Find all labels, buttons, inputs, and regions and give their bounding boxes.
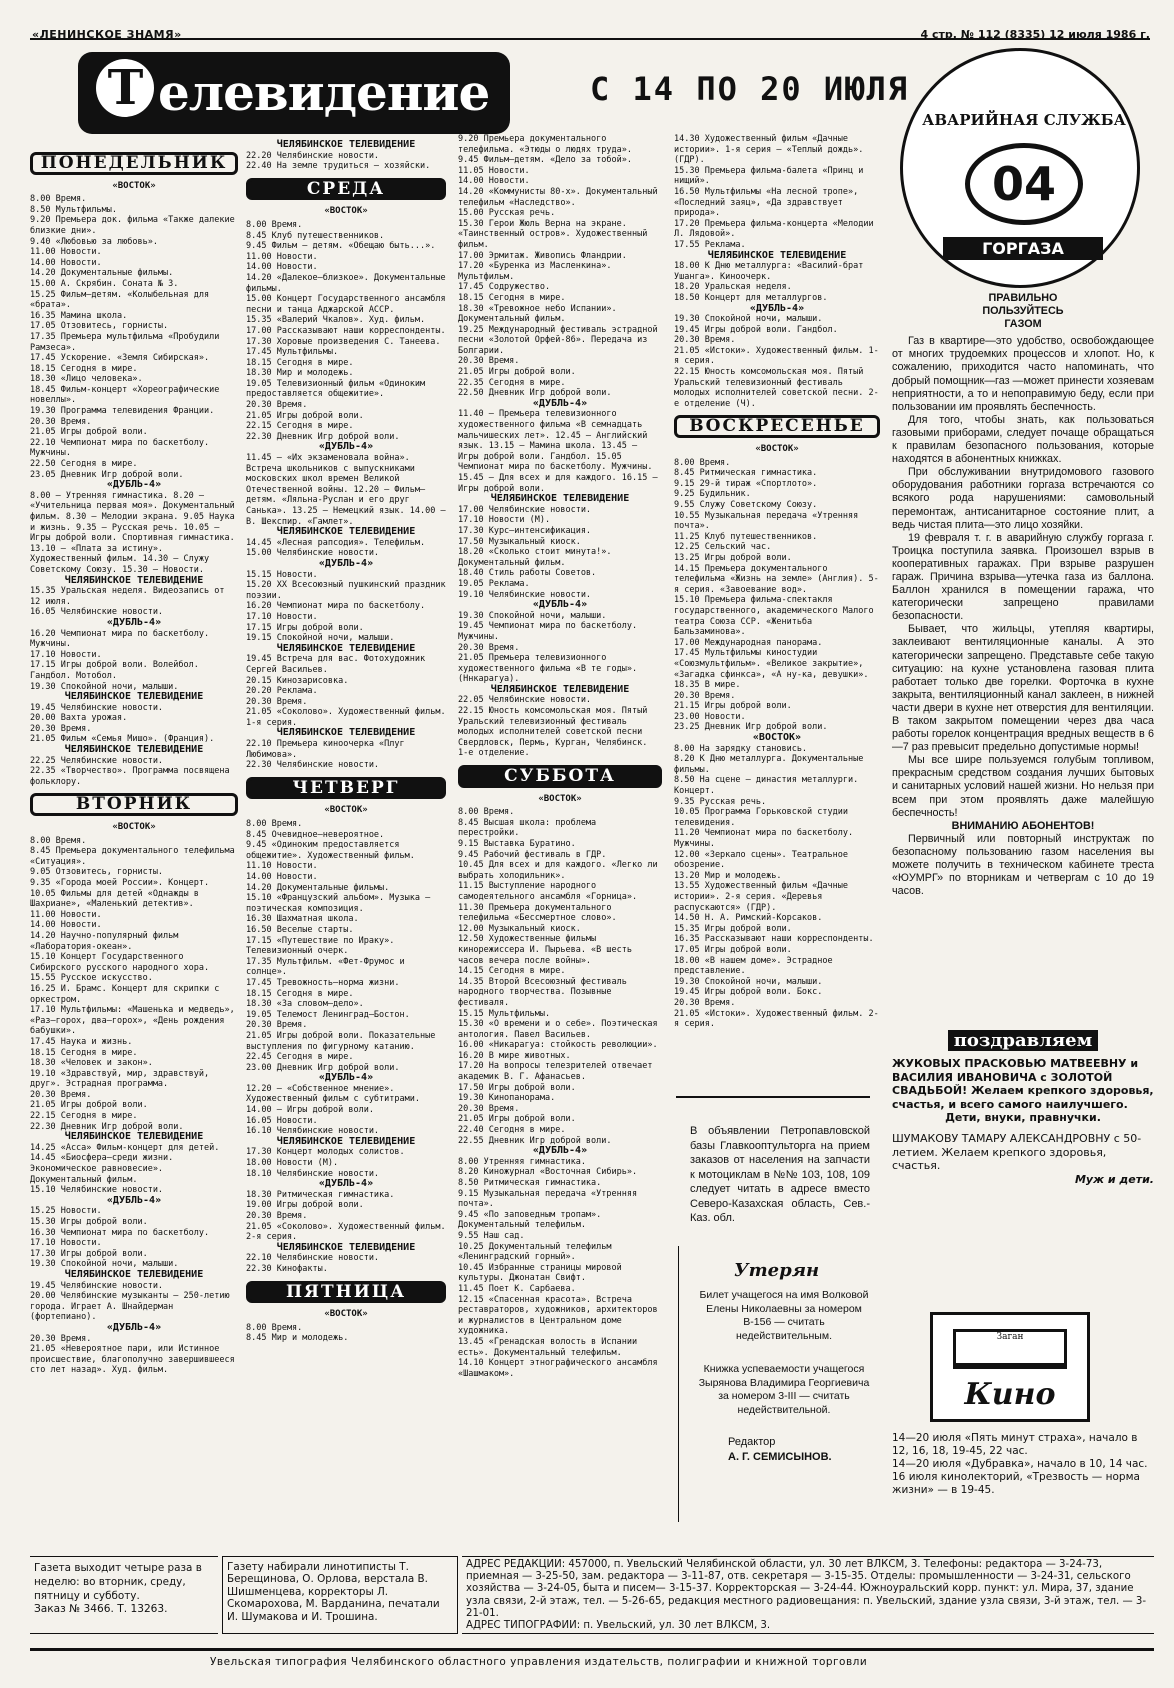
schedule-block: 8.00 Время. 8.45 Мир и молодежь. bbox=[246, 1322, 349, 1344]
schedule-block: 18.00 К Дню металлурга: «Василий-брат Ушанга». Киноочерк. 18.20 Уральская неделя. 18.50 Концерт для металлургов. bbox=[674, 261, 864, 303]
congratulations bbox=[892, 1030, 1154, 1186]
schedule-block: 8.00 Утренняя гимнастика. 8.20 Киножурнал «Восточная Сибирь». 8.50 Ритмическая гимнастика. 9.15 Музыкальная передача «Утренняя почта». 9.45 «По заповедным тропам». Документальный телефильм. 9.55 Наш сад. 10.25 Документальный телефильм «Ленинградский горный». 10.45 Избранные страницы мировой культуры. Джонатан Свифт. 11.45 Поет К. Сарбаева. 12.15 «Спасенная красота». Встреча реставраторов, художников, архитекторов и журналистов в Центральном доме художника. 13.45 «Гренадская волость в Испании есть». Документальный телефильм. 14.10 Концерт этнографического ансамбля «Шашмаком». bbox=[458, 1156, 658, 1379]
schedule-block: 19.45 Челябинские новости. 20.00 Челябинские музыканты — 250-летию города. Играет А. Шнайдерман (фортепиано). bbox=[30, 1280, 230, 1323]
header-rule bbox=[30, 38, 1150, 40]
order-number: Заказ № 3466. Т. 13263. bbox=[34, 1603, 168, 1615]
printing-address: АДРЕС ТИПОГРАФИИ: п. Увельский, ул. 30 лет ВЛКСМ, 3. bbox=[466, 1620, 771, 1632]
schedule-block: 11.40 — Премьера телевизионного художественного фильма «В семнадцать мальчишеских лет». 12.45 — Английский язык. 13.15 — Мамина школа. 13.45 — Игры доброй воли. Гандбол. 15.05 Чемпионат мира по баскетболу. Мужчины. 15.45 — Для всех и для каждого. 16.15 — Игры доброй воли. bbox=[458, 409, 663, 494]
channel-heading: «ДУБЛЬ-4» bbox=[318, 1178, 374, 1190]
cinema-item: 16 июля кинолекторий, «Трезвость — норма жизни» — в 19-45. bbox=[892, 1471, 1140, 1496]
editorial-address: АДРЕС РЕДАКЦИИ: 457000, п. Увельский Челябинской области, ул. 30 лет ВЛКСМ, 3. Телефоны: редактора — 3-24-73, приемная — 3-25-50, зам. редактора — 3-11-87, отв. секретаря — 3-15-35. Отделы: промышленности — 3-24-31, сельского хозяйства — 3-24-05, быта и писем— 3-15-37. Корректорская — 3-24-44. Южноуральский корр. пункт: ул. Мира, 37, здание узла связи, 2-й этаж, тел. — 5-26-65, редакция местного радиовещания: п. Увельский, здание узла связи, 3-й этаж, тел. — 3-21-01. bbox=[466, 1559, 1147, 1619]
schedule-block: 19.30 Спокойной ночи, малыши. 19.45 Игры доброй воли. Гандбол. 20.30 Время. 21.05 «Истоки». Художественный фильм. 1-я серия. 22.15 Юность комсомольская моя. Пятый Уральский телевизионный фестиваль молодых исполнителей советской песни. 2-е отделение (Ч). bbox=[674, 314, 879, 409]
cinema-ad bbox=[930, 1312, 1090, 1422]
schedule-block: 9.20 Премьера документального телефильма. «Этюды о людях труда». 9.45 Фильм—детям. «Дело за тобой». 11.05 Новости. 14.00 Новости. 14.20 «Коммунисты 80-х». Документальный телефильм «Наследство». 15.00 Русская речь. 15.30 Герои Жюль Верна на экране. «Таинственный остров». Художественный фильм. 17.00 Эрмитаж. Живопись Фландрии. 17.20 «Буренка из Масленкина». Мультфильм. 17.45 Содружество. 18.15 Сегодня в мире. 18.30 «Тревожное небо Испании». Документальный фильм. 19.25 Международный фестиваль эстрадной песни «Золотой Орфей-86». Передача из Болгарии. 20.30 Время. 21.05 Игры доброй воли. 22.35 Сегодня в мире. 22.50 Дневник Игр доброй воли. bbox=[458, 134, 658, 399]
notice-rule bbox=[676, 1096, 870, 1098]
cinema-schedule bbox=[892, 1432, 1154, 1497]
channel-heading: ЧЕЛЯБИНСКОЕ ТЕЛЕВИДЕНИЕ bbox=[490, 493, 630, 505]
channel-label: «ВОСТОК» bbox=[324, 1309, 368, 1320]
day-friday: ПЯТНИЦА bbox=[246, 1281, 446, 1304]
congrats-text-2: ШУМАКОВУ ТАМАРУ АЛЕКСАНДРОВНУ с 50-летием. Желаем крепкого здоровья, счастья. bbox=[892, 1132, 1142, 1173]
channel-heading: ЧЕЛЯБИНСКОЕ ТЕЛЕВИДЕНИЕ bbox=[276, 1135, 416, 1147]
lost-section bbox=[694, 1260, 874, 1464]
schedule-block: 16.20 Чемпионат мира по баскетболу. Мужчины. 17.10 Новости. 17.15 Игры доброй воли. Волейбол. Гандбол. Мотобол. 19.30 Спокойной ночи, малыши. bbox=[30, 628, 210, 692]
column-4 bbox=[674, 134, 880, 1076]
schedule-block: 19.45 Встреча для вас. Фотохудожник Сергей Васильев. 20.15 Кинозарисовка. 20.20 Реклама. 20.30 Время. 21.05 «Соколово». Художественный фильм. 1-я серия. bbox=[246, 654, 446, 728]
schedule-block: 15.15 Новости. 15.20 XX Всесоюзный пушкинский праздник поэзии. 16.20 Чемпионат мира по баскетболу. 17.10 Новости. 17.15 Игры доброй воли. 19.15 Спокойной ночи, малыши. bbox=[246, 569, 446, 644]
channel-heading: «ДУБЛЬ-4» bbox=[318, 1072, 374, 1084]
column-3 bbox=[458, 134, 662, 1546]
channel-heading: ЧЕЛЯБИНСКОЕ ТЕЛЕВИДЕНИЕ bbox=[707, 249, 847, 261]
congrats-from-2: Муж и дети. bbox=[1074, 1172, 1154, 1186]
channel-heading: ЧЕЛЯБИНСКОЕ ТЕЛЕВИДЕНИЕ bbox=[64, 744, 204, 756]
editor-label: Редактор bbox=[728, 1436, 776, 1448]
channel-label: «ВОСТОК» bbox=[755, 444, 799, 455]
cinema-building-icon bbox=[953, 1329, 1067, 1369]
article-paragraph: Мы все шире пользуемся голубым топливом, прекрасным средством создания лучших бытовых и санитарных условий нашей жизни. Но нельзя при всем при этом проявлять даже малейшую беспечность! bbox=[892, 754, 1154, 819]
channel-label: «ВОСТОК» bbox=[538, 793, 582, 804]
day-sunday: ВОСКРЕСЕНЬЕ bbox=[674, 415, 880, 438]
lost-title: Утерян bbox=[734, 1260, 820, 1281]
channel-label: «ВОСТОК» bbox=[324, 206, 368, 217]
cinema-item: 14—20 июля «Дубравка», начало в 10, 14 час. bbox=[892, 1458, 1148, 1470]
article-paragraph: Бывает, что жильцы, утепляя квартиры, заклеивают вентиляционные каналы. А это категорически запрещено. Представьте себе такую ситуацию: на кухне установлена газовая плита работает только две горелки. Форточка в кухне закрыта, вентиляционный канал заклеен, в нижней части двери в кухне нет отверстия для вентиляции. В таком закрытом помещении через два часа работы горелок концентрация вредных веществ в 6—7 раз превысит предельно допустимые нормы! bbox=[892, 623, 1154, 754]
schedule-block: 22.25 Челябинские новости. 22.35 «Творчество». Программа посвящена фольклору. bbox=[30, 755, 230, 787]
channel-heading: «ДУБЛЬ-4» bbox=[106, 1321, 162, 1333]
day-wednesday: СРЕДА bbox=[246, 178, 446, 201]
footer-staff-box bbox=[222, 1556, 458, 1634]
column-1 bbox=[30, 146, 238, 1546]
gas-article bbox=[892, 292, 1154, 898]
schedule-block: 8.00 Время. 8.45 Очевидное—невероятное. 9.45 «Одиноким предоставляется общежитие». Художественный фильм. 11.10 Новости. 14.00 Новости. 14.20 Документальные фильмы. 15.10 «Французский альбом». Музыка — поэтическая композиция. 16.30 Шахматная школа. 16.50 Веселые старты. 17.15 «Путешествие по Ираку». Телевизионный очерк. 17.35 Мультфильм. «Фет-Фрумос и солнце». 17.45 Тревожность—норма жизни. 18.15 Сегодня в мире. 18.30 «За словом—дело». 19.05 Телемост Ленинград—Бостон. 20.30 Время. 21.05 Игры доброй воли. Показательные выступления по фигурному катанию. 22.45 Сегодня в мире. 23.00 Дневник Игр доброй воли. bbox=[246, 819, 436, 1073]
channel-heading: ЧЕЛЯБИНСКОЕ ТЕЛЕВИДЕНИЕ bbox=[276, 1241, 416, 1253]
channel-heading: ЧЕЛЯБИНСКОЕ ТЕЛЕВИДЕНИЕ bbox=[64, 1268, 204, 1280]
day-saturday: СУББОТА bbox=[458, 765, 662, 788]
day-thursday: ЧЕТВЕРГ bbox=[246, 777, 446, 800]
article-paragraph: Первичный или повторный инструктаж по безопасному пользованию газом населения вы можете получить в техническом кабинете треста «ЮУМРГ» по вторникам и четвергам с 10 до 19 часов. bbox=[892, 832, 1154, 898]
editor-name: А. Г. СЕМИСЫНОВ. bbox=[728, 1450, 832, 1463]
channel-heading: «ДУБЛЬ-4» bbox=[532, 599, 588, 611]
notice-divider bbox=[678, 1246, 679, 1522]
day-tuesday: ВТОРНИК bbox=[30, 793, 238, 816]
channel-heading: «ВОСТОК» bbox=[752, 732, 802, 744]
footer-address-box bbox=[462, 1556, 1154, 1634]
schedule-block: 8.00 Время. 8.45 Премьера документального телефильма «Ситуация». 9.05 Отзовитесь, горнисты. 9.35 «Города моей России». Концерт. 10.05 Фильмы для детей «Однажды в Шахриане», «Маленький детектив». 11.00 Новости. 14.00 Новости. 14.20 Научно-популярный фильм «Лаборатория-океан». 15.10 Концерт Государственного Сибирского русского народного хора. 15.55 Русское искусство. 16.25 И. Брамс. Концерт для скрипки с оркестром. 17.10 Мультфильмы: «Машенька и медведь», «Раз—горох, два—горох», «День рождения бабушки». 17.45 Наука и жизнь. 18.15 Сегодня в мире. 18.30 «Человек и закон». 19.10 «Здравствуй, мир, здравствуй, друг». Эстрадная программа. 20.30 Время. 21.05 Игры доброй воли. 22.15 Сегодня в мире. 22.30 Дневник Игр доброй воли. bbox=[30, 835, 235, 1132]
channel-heading: «ДУБЛЬ-4» bbox=[106, 1194, 162, 1206]
column-2 bbox=[246, 139, 451, 1546]
channel-heading: «ДУБЛЬ-4» bbox=[106, 479, 162, 491]
schedule-block: 8.00 Время. 8.45 Клуб путешественников. 9.45 Фильм — детям. «Обещаю быть...». 11.00 Новости. 14.00 Новости. 14.20 «Далекое—близкое». Документальные фильмы. 15.00 Концерт Государственного ансамбля песни и танца Аджарской АССР. 15.35 «Валерий Чкалов». Худ. фильм. 17.00 Рассказывают наши корреспонденты. 17.30 Хоровые произведения С. Танеева. 17.45 Мультфильмы. 18.15 Сегодня в мире. 18.30 Мир и молодежь. 19.05 Телевизионный фильм «Одиноким предоставляется общежитие». 20.30 Время. 21.05 Игры доброй воли. 22.15 Сегодня в мире. 22.30 Дневник Игр доброй воли. bbox=[246, 219, 446, 442]
article-paragraph: Для того, чтобы знать, как пользоваться газовыми приборами, следует почаще обращаться к правилам безопасного пользования, которые находятся в абонентных книжках. bbox=[892, 413, 1154, 466]
publication-schedule: Газета выходит четыре раза в неделю: во вторник, среду, пятницу и субботу. bbox=[34, 1562, 202, 1602]
attention-heading: ВНИМАНИЮ АБОНЕНТОВ! bbox=[951, 819, 1095, 832]
bottom-rule bbox=[30, 1648, 1154, 1651]
cinema-label: Кино bbox=[964, 1377, 1056, 1412]
dates-title: С 14 ПО 20 ИЮЛЯ bbox=[590, 70, 909, 108]
correction-notice: В объявлении Петропавловской базы Главкооптульторга на прием заказов от населения на запчасти к мотоциклам в №№ 103, 108, 109 следует читать в адресе вместо Северо-Казахская область, Сев.-Каз. обл. bbox=[690, 1125, 870, 1224]
lost-item-2: Книжка успеваемости учащегося Зырянова Владимира Георгиевича за номером 3-III — считать недействительной. bbox=[698, 1363, 870, 1416]
schedule-block: 11.45 — «Их экзаменовала война». Встреча школьников с выпускниками московских школ времен Великой Отечественной войны. 12.20 — Фильм—детям. «Ляльна-Руслан и его друг Санька». 13.25 — Немецкий язык. 14.00 — В. Шекспир. «Гамлет». bbox=[246, 453, 451, 527]
channel-heading: ЧЕЛЯБИНСКОЕ ТЕЛЕВИДЕНИЕ bbox=[490, 683, 630, 695]
emergency-ad bbox=[900, 48, 1140, 288]
schedule-block: 8.00 Время. 8.45 Высшая школа: проблема перестройки. 9.15 Выставка Буратино. 9.45 Рабочий фестиваль в ГДР. 10.45 Для всех и для каждого. «Легко ли выбрать холодильник». 11.15 Выступление народного самодеятельного ансамбля «Горница». 11.30 Премьера документального телефильма «Бессмертное слово». 12.00 Музыкальный киоск. 12.50 Художественные фильмы кинорежиссера И. Пырьева. «В шесть часов вечера после войны». 14.15 Сегодня в мире. 14.35 Второй Всесоюзный фестиваль народного творчества. Позывные фестиваля. 15.15 Мультфильмы. 15.30 «О времени и о себе». Поэтическая антология. Павел Васильев. 16.00 «Никарагуа: стойкость революции». 16.20 В мире животных. 17.20 На вопросы телезрителей отвечает академик В. Г. Афанасьев. 17.50 Игры доброй воли. 19.30 Кинопанорама. 20.30 Время. 21.05 Игры доброй воли. 22.40 Сегодня в мире. 22.55 Дневник Игр доброй воли. bbox=[458, 807, 658, 1146]
footer-schedule-box bbox=[30, 1556, 218, 1634]
channel-heading: «ДУБЛЬ-4» bbox=[532, 1145, 588, 1157]
schedule-block: 18.30 Ритмическая гимнастика. 19.00 Игры доброй воли. 20.30 Время. 21.05 «Соколово». Художественный фильм. 2-я серия. bbox=[246, 1189, 446, 1243]
issue-line: 4 стр. № 112 (8335) 12 июля 1986 г. bbox=[920, 28, 1150, 41]
schedule-block: 8.00 На зарядку становись. 8.20 К Дню металлурга. Документальные фильмы. 8.50 На сцене — династия металлурги. Концерт. 9.35 Русская речь. 10.05 Программа Горьковской студии телевидения. 11.20 Чемпионат мира по баскетболу. Мужчины. 12.00 «Зеркало сцены». Театральное обозрение. 13.20 Мир и молодежь. 13.55 Художественный фильм «Дачные истории». 2-я серия. «Деревья распускаются» (ГДР). 14.50 Н. А. Римский-Корсаков. 15.35 Игры доброй воли. 16.35 Рассказывают наши корреспонденты. 17.05 Игры доброй воли. 18.00 «В нашем доме». Эстрадное представление. 19.30 Спокойной ночи, малыши. 19.45 Игры доброй воли. Бокс. 20.30 Время. 21.05 «Истоки». Художественный фильм. 2-я серия. bbox=[674, 743, 879, 1030]
schedule-block: 14.25 «Асса» Фильм-концерт для детей. 14.45 «Биосфера—среди жизни. Экономическое равновесие». Документальный фильм. 15.10 Челябинские новости. bbox=[30, 1142, 220, 1196]
day-monday: ПОНЕДЕЛЬНИК bbox=[30, 152, 238, 175]
ad-title: АВАРИЙНАЯ СЛУЖБА bbox=[922, 111, 1126, 129]
channel-heading: ЧЕЛЯБИНСКОЕ ТЕЛЕВИДЕНИЕ bbox=[64, 574, 204, 586]
congrats-text-1: ЖУКОВЫХ ПРАСКОВЬЮ МАТВЕЕВНУ и ВАСИЛИЯ ИВАНОВИЧА с ЗОЛОТОЙ СВАДЬБОЙ! Желаем крепкого здоровья, счастья, и всего самого наилучшего. bbox=[892, 1057, 1154, 1111]
typesetters: Газету набирали линотиписты Т. Берещинова, О. Орлова, верстала В. Шишменцева, корректоры Л. Скомарохова, М. Варданина, печатали И. Шумакова и И. Трошина. bbox=[227, 1561, 440, 1623]
logo-rest: елевидение bbox=[158, 63, 490, 122]
schedule-block: 20.30 Время. 21.05 «Невероятное пари, или Истинное происшествие, благополучно завершившееся сто лет назад». Худ. фильм. bbox=[30, 1333, 235, 1376]
ad-number: 04 bbox=[965, 143, 1083, 225]
schedule-block: 22.05 Челябинские новости. 22.15 Юность комсомольская моя. Пятый Уральский телевизионный фестиваль молодых исполнителей советской песни Свердловск, Пермь, Курган, Челябинск. 1-е отделение. bbox=[458, 695, 648, 759]
channel-heading: ЧЕЛЯБИНСКОЕ ТЕЛЕВИДЕНИЕ bbox=[64, 691, 204, 703]
article-paragraph: При обслуживании внутридомового газового оборудования работники горгаза встречаются со всякого рода нарушениями: самовольный перемонтаж, антисанитарное состояние плит, а ведь чистая плита—это лицо хозяйки. bbox=[892, 466, 1154, 531]
channel-heading: «ДУБЛЬ-4» bbox=[318, 557, 374, 569]
schedule-block: 12.20 — «Собственное мнение». Художественный фильм с субтитрами. 14.00 — Игры доброй воли. 16.05 Новости. 16.10 Челябинские новости. bbox=[246, 1083, 420, 1137]
channel-label: «ВОСТОК» bbox=[112, 180, 156, 191]
channel-heading: «ДУБЛЬ-4» bbox=[318, 441, 374, 453]
schedule-block: 15.35 Уральская неделя. Видеозапись от 12 июля. 16.05 Челябинские новости. bbox=[30, 586, 225, 618]
schedule-block: 17.30 Концерт молодых солистов. 18.00 Новости (М). 18.10 Челябинские новости. bbox=[246, 1147, 405, 1179]
schedule-block: 22.10 Премьера киноочерка «Плуг Любимова». 22.30 Челябинские новости. bbox=[246, 739, 405, 771]
channel-label: «ВОСТОК» bbox=[112, 822, 156, 833]
article-paragraph: 19 февраля т. г. в аварийную службу горгаза г. Троицка поступила заявка. Произошел взрыв в кооперативных гаражах. При взрыве разрушен гараж. Причина взрыва—утечка газа из баллона. Баллон хранился в помещении гаража, что категорически запрещено правилами безопасности. bbox=[892, 531, 1154, 623]
channel-heading: «ДУБЛЬ-4» bbox=[106, 616, 162, 628]
printer-line: Увельская типография Челябинского областного управления издательств, полиграфии и книжной торговли bbox=[210, 1656, 868, 1668]
cinema-sign: Заган bbox=[996, 1332, 1024, 1342]
channel-heading: ЧЕЛЯБИНСКОЕ ТЕЛЕВИДЕНИЕ bbox=[276, 642, 416, 654]
channel-heading: ЧЕЛЯБИНСКОЕ ТЕЛЕВИДЕНИЕ bbox=[276, 526, 416, 538]
ad-org: ГОРГАЗА bbox=[943, 237, 1103, 260]
schedule-block: 15.25 Новости. 15.30 Игры доброй воли. 16.30 Чемпионат мира по баскетболу. 17.10 Новости. 17.30 Игры доброй воли. 19.30 Спокойной ночи, малыши. bbox=[30, 1206, 210, 1270]
lost-item-1: Билет учащегося на имя Волковой Елены Николаевны за номером В-156 — считать недействительным. bbox=[699, 1289, 869, 1342]
schedule-block: 22.10 Челябинские новости. 22.30 Кинофакты. bbox=[246, 1253, 380, 1274]
channel-label: «ВОСТОК» bbox=[324, 805, 368, 816]
newspaper-name: «ЛЕНИНСКОЕ ЗНАМЯ» bbox=[32, 28, 182, 41]
television-logo bbox=[78, 52, 510, 134]
schedule-block: 14.30 Художественный фильм «Дачные истории». 1-я серия — «Теплый дождь». (ГДР). 15.30 Премьера фильма-балета «Принц и нищий». 16.50 Мультфильмы «На лесной тропе», «Последний заяц», «Да здравствует природа». 17.20 Премьера фильма-концерта «Мелодии Л. Лядовой». 17.55 Реклама. bbox=[674, 134, 874, 250]
schedule-block: 8.00 Время. 8.45 Ритмическая гимнастика. 9.15 29-й тираж «Спортлото». 9.25 Будильник. 9.55 Служу Советскому Союзу. 10.55 Музыкальная передача «Утренняя почта». 11.25 Клуб путешественников. 12.25 Сельский час. 13.25 Игры доброй воли. 14.15 Премьера документального телефильма «Жизнь на земле» (Англия). 5-я серия. «Завоевание вод». 15.10 Премьера фильма-спектакля государственного, академического Малого театра Союза ССР. «Женитьба Бальзаминова». 17.00 Международная панорама. 17.45 Мультфильмы киностудии «Союзмультфильм». «Великое закрытие», «Загадка сфинкса», «А ну-ка, девушки». 18.35 В мире. 20.30 Время. 21.15 Игры доброй воли. 23.00 Новости. 23.25 Дневник Игр доброй воли. bbox=[674, 457, 879, 733]
congrats-banner: поздравляем bbox=[948, 1030, 1098, 1051]
channel-heading: ЧЕЛЯБИНСКОЕ ТЕЛЕВИДЕНИЕ bbox=[276, 727, 416, 739]
schedule-block: 8.00 — Утренняя гимнастика. 8.20 — «Учительница первая моя». Документальный фильм. 8.30 — Мелодии экрана. 9.05 Наука и жизнь. 9.35 — Русская речь. 10.05 — Игры доброй воли. Спортивная гимнастика. 13.10 — «Плата за истину». Художественный фильм. 14.30 — Служу Советскому Союзу. 15.30 — Новости. bbox=[30, 490, 240, 575]
schedule-block: 22.20 Челябинские новости. 22.40 На земле трудиться — хозяйски. bbox=[246, 150, 431, 172]
article-heading: ПРАВИЛЬНО ПОЛЬЗУЙТЕСЬ ГАЗОМ bbox=[982, 292, 1064, 331]
channel-heading: «ДУБЛЬ-4» bbox=[532, 397, 588, 409]
article-paragraph: Газ в квартире—это удобство, освобождающее от многих трудоемких процессов и хлопот. Но, к сожалению, приходится часто напоминать, что добрый помощник—газ —может принести хозяевам неприятности, а то и непоправимую беду, если при пользовании им проявлять беспечность. bbox=[892, 335, 1154, 413]
channel-heading: ЧЕЛЯБИНСКОЕ ТЕЛЕВИДЕНИЕ bbox=[276, 139, 416, 150]
schedule-block: 8.00 Время. 8.50 Мультфильмы. 9.20 Премьера док. фильма «Также далекие близкие дни». 9.40 «Любовью за любовь». 11.00 Новости. 14.00 Новости. 14.20 Документальные фильмы. 15.00 А. Скрябин. Соната № 3. 15.25 Фильм—детям. «Колыбельная для «брата». 16.35 Мамина школа. 17.05 Отзовитесь, горнисты. 17.35 Премьера мультфильма «Пробудили Рамзеса». 17.45 Ускорение. «Земля Сибирская». 18.15 Сегодня в мире. 18.30 «Лицо человека». 18.45 Фильм-концерт «Хореографические новеллы». 19.30 Программа телевидения Франции. 20.30 Время. 21.05 Игры доброй воли. 22.10 Чемпионат мира по баскетболу. Мужчины. 22.50 Сегодня в мире. 23.05 Дневник Игр доброй воли. bbox=[30, 194, 235, 480]
logo-capital: Т bbox=[96, 59, 154, 117]
cinema-item: 14—20 июля «Пять минут страха», начало в 12, 16, 18, 19-45, 22 час. bbox=[892, 1432, 1138, 1457]
schedule-block: 14.45 «Лесная рапсодия». Телефильм. 15.00 Челябинские новости. bbox=[246, 537, 426, 559]
schedule-block: 17.00 Челябинские новости. 17.10 Новости (М). 17.30 Курс—интенсификация. 17.50 Музыкальный киоск. 18.20 «Сколько стоит минута!». Документальный фильм. 18.40 Стиль работы Советов. 19.05 Реклама. 19.10 Челябинские новости. bbox=[458, 504, 612, 600]
schedule-block: 19.30 Спокойной ночи, малыши. 19.45 Чемпионат мира по баскетболу. Мужчины. 20.30 Время. 21.05 Премьера телевизионного художественного фильма «В те годы». (Ннкарагуа). bbox=[458, 610, 638, 685]
schedule-block: 19.45 Челябинские новости. 20.00 Вахта урожая. 20.30 Время. 21.05 Фильм «Семья Мишо». (Франция). bbox=[30, 702, 215, 745]
congrats-from-1: Дети, внуки, правнучки. bbox=[945, 1111, 1101, 1125]
channel-heading: ЧЕЛЯБИНСКОЕ ТЕЛЕВИДЕНИЕ bbox=[64, 1131, 204, 1143]
channel-heading: «ДУБЛЬ-4» bbox=[749, 302, 805, 314]
